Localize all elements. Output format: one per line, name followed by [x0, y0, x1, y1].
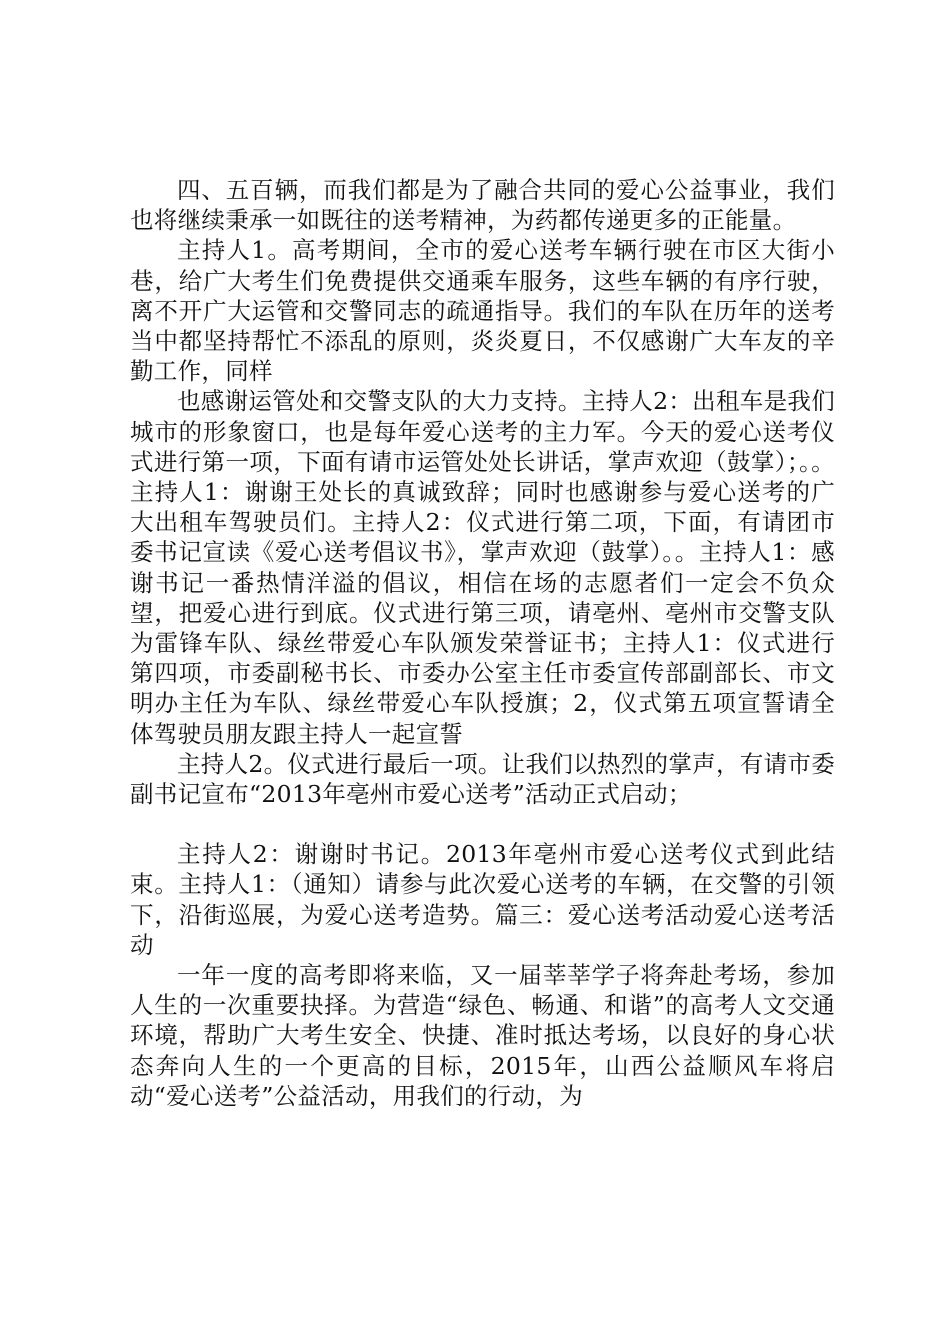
paragraph-1: 四、五百辆，而我们都是为了融合共同的爱心公益事业，我们也将继续秉承一如既往的送考精神，为药都传递更多的正能量。	[130, 176, 835, 235]
paragraph-5: 主持人2：谢谢时书记。2013年亳州市爱心送考仪式到此结束。主持人1：（通知）请参与此次爱心送考的车辆，在交警的引领下，沿街巡展，为爱心送考造势。篇三：爱心送考活动爱心送考活动	[130, 840, 835, 959]
paragraph-2: 主持人1。高考期间，全市的爱心送考车辆行驶在市区大街小巷，给广大考生们免费提供交通乘车服务，这些车辆的有序行驶，离不开广大运管和交警同志的疏通指导。我们的车队在历年的送考当中都坚持帮忙不添乱的原则，炎炎夏日，不仅感谢广大车友的辛勤工作，同样	[130, 236, 835, 386]
paragraph-4: 主持人2。仪式进行最后一项。让我们以热烈的掌声，有请市委副书记宣布“2013年亳州市爱心送考”活动正式启动；	[130, 749, 835, 809]
document-body	[130, 175, 835, 1111]
paragraph-spacer	[130, 809, 835, 839]
paragraph-3: 也感谢运管处和交警支队的大力支持。主持人2：出租车是我们城市的形象窗口，也是每年爱心送考的主力军。今天的爱心送考仪式进行第一项，下面有请市运管处处长讲话，掌声欢迎（鼓掌）；。。主持人1：谢谢王处长的真诚致辞；同时也感谢参与爱心送考的广大出租车驾驶员们。主持人2：仪式进行第二项，下面，有请团市委书记宣读《爱心送考倡议书》，掌声欢迎（鼓掌）。。主持人1：感谢书记一番热情洋溢的倡议，相信在场的志愿者们一定会不负众望，把爱心进行到底。仪式进行第三项，请亳州、亳州市交警支队为雷锋车队、绿丝带爱心车队颁发荣誉证书；主持人1：仪式进行第四项，市委副秘书长、市委办公室主任市委宣传部副部长、市文明办主任为车队、绿丝带爱心车队授旗；2，仪式第五项宣誓请全体驾驶员朋友跟主持人一起宣誓	[130, 387, 835, 748]
paragraph-6: 一年一度的高考即将来临，又一届莘莘学子将奔赴考场，参加人生的一次重要抉择。为营造“绿色、畅通、和谐”的高考人文交通环境，帮助广大考生安全、快捷、准时抵达考场，以良好的身心状态奔向人生的一个更高的目标，2015年，山西公益顺风车将启动“爱心送考”公益活动，用我们的行动，为	[130, 961, 835, 1110]
